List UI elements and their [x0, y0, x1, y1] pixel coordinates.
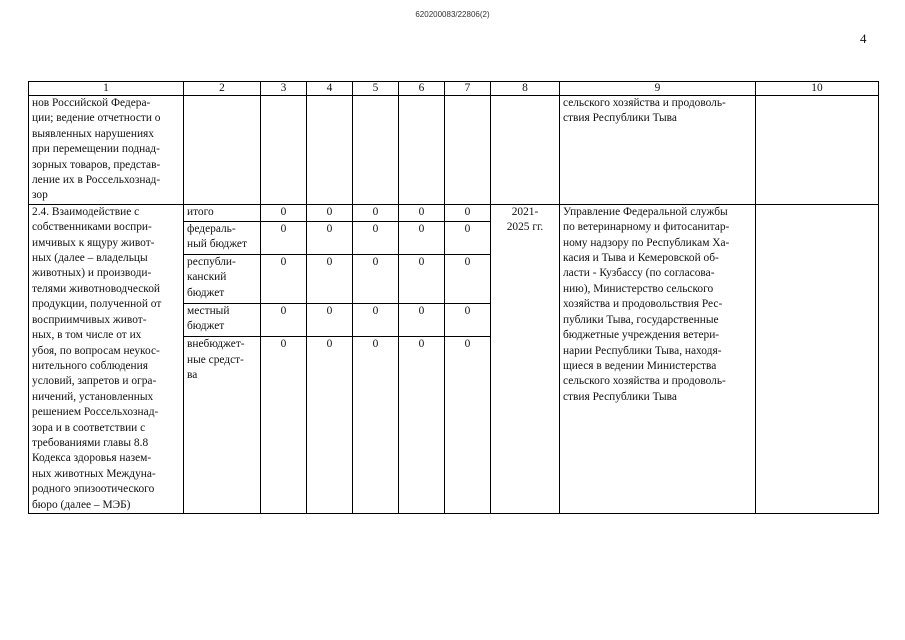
empty-cell: [756, 204, 879, 513]
column-header: 9: [560, 82, 756, 96]
funding-value: 0: [399, 304, 445, 337]
column-header: 2: [184, 82, 261, 96]
column-header: 1: [29, 82, 184, 96]
funding-value: 0: [399, 254, 445, 303]
funding-value: 0: [445, 304, 491, 337]
funding-value: 0: [307, 254, 353, 303]
funding-value: 0: [353, 221, 399, 254]
funding-value: 0: [353, 204, 399, 221]
funding-value: 0: [261, 221, 307, 254]
page-number: 4: [860, 31, 867, 46]
funding-value: 0: [307, 337, 353, 514]
funding-value: 0: [399, 221, 445, 254]
item-description: 2.4. Взаимодействие с собственниками воспри- имчивых к ящуру живот- ных (далее – владельцы животных) и производи- телями животноводческой продукции, полученной от восприимчивых живот- ных, в том числе от их убоя, по вопросам неукос- нительного соблюдения условий, запретов и огра- ничений, установленных решением Россельхознад- зора и в соответствии с требованиями главы 8.8 Кодекса здоровья назем- ных животных Междуна- родного эпизоотического бюро (далее – МЭБ): [29, 204, 184, 513]
table-row: [29, 96, 879, 205]
column-header: 4: [307, 82, 353, 96]
empty-cell: [261, 96, 307, 205]
funding-value: 0: [307, 304, 353, 337]
funding-value: 0: [261, 204, 307, 221]
empty-cell: [353, 96, 399, 205]
column-header: 5: [353, 82, 399, 96]
item-executors: Управление Федеральной службы по ветеринарному и фитосанитар- ному надзору по Республикам Ха- касия и Тыва и Кемеровской об- ласти - Кузбассу (по согласова- нию), Министерство сельского хозяйства и продовольствия Рес- публики Тыва, государственные бюджетные учреждения ветери- нарии Республики Тыва, находя- щиеся в ведении Министерства сельского хозяйства и продоволь- ствия Республики Тыва: [560, 204, 756, 513]
empty-cell: [307, 96, 353, 205]
column-header: 10: [756, 82, 879, 96]
table-row: [29, 204, 879, 221]
column-header-row: [29, 82, 879, 96]
empty-cell: [399, 96, 445, 205]
funding-value: 0: [261, 337, 307, 514]
funding-value: 0: [353, 304, 399, 337]
funding-value: 0: [307, 221, 353, 254]
funding-value: 0: [307, 204, 353, 221]
funding-value: 0: [445, 337, 491, 514]
continuation-executors: сельского хозяйства и продоволь- ствия Республики Тыва: [560, 96, 756, 205]
funding-source: итого: [184, 204, 261, 221]
program-table: [28, 81, 879, 514]
funding-value: 0: [261, 254, 307, 303]
funding-source: республи- канский бюджет: [184, 254, 261, 303]
funding-value: 0: [353, 337, 399, 514]
column-header: 6: [399, 82, 445, 96]
empty-cell: [445, 96, 491, 205]
funding-value: 0: [261, 304, 307, 337]
funding-source: внебюджет- ные средст- ва: [184, 337, 261, 514]
empty-cell: [184, 96, 261, 205]
empty-cell: [756, 96, 879, 205]
implementation-period: 2021- 2025 гг.: [491, 204, 560, 513]
funding-value: 0: [445, 204, 491, 221]
funding-value: 0: [399, 204, 445, 221]
funding-source: местный бюджет: [184, 304, 261, 337]
funding-value: 0: [353, 254, 399, 303]
document-id: 620200083/22806(2): [415, 10, 490, 19]
funding-value: 0: [399, 337, 445, 514]
funding-value: 0: [445, 254, 491, 303]
continuation-description: нов Российской Федера- ции; ведение отчетности о выявленных нарушениях при перемещении поднад- зорных товаров, представ- ление их в Россельхознад- зор: [29, 96, 184, 205]
funding-source: федераль- ный бюджет: [184, 221, 261, 254]
column-header: 7: [445, 82, 491, 96]
column-header: 3: [261, 82, 307, 96]
funding-value: 0: [445, 221, 491, 254]
empty-cell: [491, 96, 560, 205]
column-header: 8: [491, 82, 560, 96]
